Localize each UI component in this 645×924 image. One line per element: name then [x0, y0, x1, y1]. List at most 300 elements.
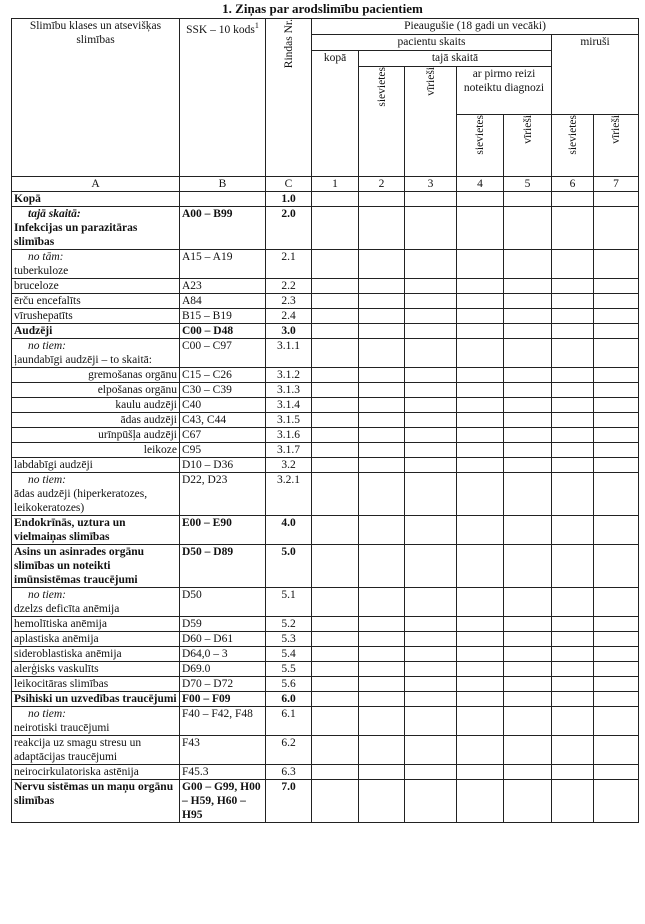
data-entry-cell[interactable] — [359, 413, 405, 428]
data-entry-cell[interactable] — [312, 545, 359, 588]
row-number-cell: 6.1 — [266, 707, 312, 736]
disease-name-cell — [12, 662, 180, 677]
data-entry-cell[interactable] — [552, 207, 594, 250]
data-entry-cell[interactable] — [552, 383, 594, 398]
data-entry-cell[interactable] — [594, 736, 639, 765]
data-entry-cell[interactable] — [405, 707, 457, 736]
data-entry-cell[interactable] — [359, 250, 405, 279]
data-entry-cell[interactable] — [457, 692, 504, 707]
row-number-cell: 7.0 — [266, 780, 312, 823]
data-entry-cell[interactable] — [594, 473, 639, 516]
table-row — [12, 736, 639, 765]
data-entry-cell[interactable] — [504, 339, 552, 368]
data-entry-cell[interactable] — [504, 765, 552, 780]
data-entry-cell[interactable] — [359, 647, 405, 662]
disease-name-cell — [12, 413, 180, 428]
data-entry-cell[interactable] — [359, 765, 405, 780]
column-letter: 2 — [359, 177, 405, 192]
data-entry-cell[interactable] — [457, 516, 504, 545]
disease-name-cell — [12, 707, 180, 736]
data-entry-cell[interactable] — [552, 398, 594, 413]
data-entry-cell[interactable] — [594, 443, 639, 458]
data-entry-cell[interactable] — [359, 662, 405, 677]
data-entry-cell[interactable] — [457, 413, 504, 428]
data-entry-cell[interactable] — [405, 428, 457, 443]
data-entry-cell[interactable] — [405, 588, 457, 617]
table-row — [12, 309, 639, 324]
data-entry-cell[interactable] — [359, 677, 405, 692]
data-entry-cell[interactable] — [312, 250, 359, 279]
disease-name: hemolītiska anēmija — [14, 618, 107, 630]
data-entry-cell[interactable] — [312, 692, 359, 707]
header-deceased: miruši — [552, 35, 639, 115]
data-entry-cell[interactable] — [504, 662, 552, 677]
data-entry-cell[interactable] — [312, 207, 359, 250]
data-entry-cell[interactable] — [504, 516, 552, 545]
data-entry-cell[interactable] — [457, 617, 504, 632]
data-entry-cell[interactable] — [552, 677, 594, 692]
data-entry-cell[interactable] — [552, 458, 594, 473]
data-entry-cell[interactable] — [359, 443, 405, 458]
data-entry-cell[interactable] — [552, 692, 594, 707]
data-entry-cell[interactable] — [359, 279, 405, 294]
row-number-cell: 3.1.3 — [266, 383, 312, 398]
data-entry-cell[interactable] — [457, 398, 504, 413]
data-entry-cell[interactable] — [312, 309, 359, 324]
icd-code-cell: C00 – C97 — [180, 339, 266, 368]
disease-name: ādas audzēji (hiperkeratozes, leikokeratozes) — [14, 488, 148, 514]
table-row — [12, 207, 639, 250]
data-entry-cell[interactable] — [312, 413, 359, 428]
data-entry-cell[interactable] — [457, 588, 504, 617]
data-entry-cell[interactable] — [359, 428, 405, 443]
data-entry-cell[interactable] — [312, 279, 359, 294]
data-entry-cell[interactable] — [405, 473, 457, 516]
table-row — [12, 250, 639, 279]
data-entry-cell[interactable] — [405, 192, 457, 207]
icd-code-cell: A84 — [180, 294, 266, 309]
data-entry-cell[interactable] — [312, 617, 359, 632]
data-entry-cell[interactable] — [405, 692, 457, 707]
disease-name: dzelzs deficīta anēmija — [14, 603, 120, 615]
data-entry-cell[interactable] — [552, 780, 594, 823]
data-entry-cell[interactable] — [312, 677, 359, 692]
data-entry-cell[interactable] — [359, 692, 405, 707]
icd-code-cell: G00 – G99, H00 – H59, H60 – H95 — [180, 780, 266, 823]
disease-name: reakcija uz smagu stresu un adaptācijas traucējumi — [14, 737, 142, 763]
header-deceased-men: vīrieši — [594, 115, 639, 177]
data-entry-cell[interactable] — [359, 207, 405, 250]
data-entry-cell[interactable] — [312, 192, 359, 207]
icd-code-cell: F43 — [180, 736, 266, 765]
data-entry-cell[interactable] — [552, 443, 594, 458]
data-entry-cell[interactable] — [552, 368, 594, 383]
data-entry-cell[interactable] — [405, 647, 457, 662]
data-entry-cell[interactable] — [457, 707, 504, 736]
data-entry-cell[interactable] — [405, 677, 457, 692]
data-entry-cell[interactable] — [457, 383, 504, 398]
data-entry-cell[interactable] — [405, 632, 457, 647]
data-entry-cell[interactable] — [359, 339, 405, 368]
data-entry-cell[interactable] — [504, 736, 552, 765]
data-entry-cell[interactable] — [457, 279, 504, 294]
data-entry-cell[interactable] — [312, 324, 359, 339]
data-entry-cell[interactable] — [457, 632, 504, 647]
data-entry-cell[interactable] — [405, 279, 457, 294]
row-number-cell: 3.1.5 — [266, 413, 312, 428]
column-letter: 4 — [457, 177, 504, 192]
data-entry-cell[interactable] — [594, 250, 639, 279]
disease-name-cell — [12, 677, 180, 692]
data-entry-cell[interactable] — [504, 383, 552, 398]
table-row — [12, 545, 639, 588]
data-entry-cell[interactable] — [405, 398, 457, 413]
icd-code-cell — [180, 192, 266, 207]
data-entry-cell[interactable] — [504, 588, 552, 617]
column-letter: 3 — [405, 177, 457, 192]
data-entry-cell[interactable] — [552, 192, 594, 207]
data-entry-cell[interactable] — [594, 192, 639, 207]
row-number-cell: 1.0 — [266, 192, 312, 207]
column-letter: 7 — [594, 177, 639, 192]
data-entry-cell[interactable] — [457, 545, 504, 588]
data-entry-cell[interactable] — [552, 413, 594, 428]
data-entry-cell[interactable] — [504, 458, 552, 473]
icd-code-cell: C43, C44 — [180, 413, 266, 428]
data-entry-cell[interactable] — [594, 324, 639, 339]
disease-name: aplastiska anēmija — [14, 633, 99, 645]
row-number-cell: 6.0 — [266, 692, 312, 707]
data-entry-cell[interactable] — [405, 736, 457, 765]
row-number-cell: 2.4 — [266, 309, 312, 324]
data-entry-cell[interactable] — [552, 279, 594, 294]
disease-name-cell — [12, 588, 180, 617]
table-row — [12, 383, 639, 398]
disease-name: gremošanas orgānu — [88, 369, 177, 381]
data-entry-cell[interactable] — [359, 780, 405, 823]
disease-name: bruceloze — [14, 280, 59, 292]
data-entry-cell[interactable] — [504, 692, 552, 707]
data-entry-cell[interactable] — [594, 632, 639, 647]
table-row — [12, 279, 639, 294]
data-entry-cell[interactable] — [405, 458, 457, 473]
data-entry-cell[interactable] — [457, 309, 504, 324]
data-entry-cell[interactable] — [504, 324, 552, 339]
disease-name-cell — [12, 516, 180, 545]
icd-code-cell: D50 – D89 — [180, 545, 266, 588]
data-entry-cell[interactable] — [594, 588, 639, 617]
row-number-cell: 2.2 — [266, 279, 312, 294]
data-entry-cell[interactable] — [552, 309, 594, 324]
data-entry-cell[interactable] — [504, 545, 552, 588]
column-letter: 6 — [552, 177, 594, 192]
data-entry-cell[interactable] — [552, 250, 594, 279]
disease-name: Kopā — [14, 193, 41, 205]
data-entry-cell[interactable] — [312, 428, 359, 443]
data-entry-cell[interactable] — [594, 383, 639, 398]
data-entry-cell[interactable] — [457, 294, 504, 309]
data-entry-cell[interactable] — [312, 647, 359, 662]
data-entry-cell[interactable] — [504, 250, 552, 279]
disease-name-cell — [12, 279, 180, 294]
header-first-time: ar pirmo reizi noteiktu diagnozi — [457, 67, 552, 115]
table-row — [12, 428, 639, 443]
icd-code-cell: D64,0 – 3 — [180, 647, 266, 662]
data-entry-cell[interactable] — [457, 339, 504, 368]
data-entry-cell[interactable] — [594, 692, 639, 707]
data-entry-cell[interactable] — [359, 516, 405, 545]
data-entry-cell[interactable] — [504, 617, 552, 632]
row-number-cell: 5.2 — [266, 617, 312, 632]
data-entry-cell[interactable] — [405, 780, 457, 823]
disease-name: Asins un asinrades orgānu slimības un noteikti imūnsistēmas traucējumi — [14, 546, 145, 586]
data-entry-cell[interactable] — [312, 736, 359, 765]
disease-name: kaulu audzēji — [115, 399, 177, 411]
subheading-label: no tiem: — [28, 589, 67, 601]
data-entry-cell[interactable] — [312, 398, 359, 413]
data-entry-cell[interactable] — [504, 632, 552, 647]
row-number-cell: 2.3 — [266, 294, 312, 309]
data-entry-cell[interactable] — [594, 707, 639, 736]
icd-code-cell: D59 — [180, 617, 266, 632]
disease-name: Audzēji — [14, 325, 53, 337]
disease-name-cell — [12, 736, 180, 765]
table-header — [12, 19, 639, 192]
data-entry-cell[interactable] — [359, 617, 405, 632]
table-row — [12, 192, 639, 207]
data-entry-cell[interactable] — [359, 383, 405, 398]
disease-name-cell — [12, 368, 180, 383]
icd-code-cell: A15 – A19 — [180, 250, 266, 279]
data-entry-cell[interactable] — [312, 632, 359, 647]
data-entry-cell[interactable] — [312, 383, 359, 398]
data-entry-cell[interactable] — [457, 677, 504, 692]
disease-name-cell — [12, 617, 180, 632]
data-entry-cell[interactable] — [504, 443, 552, 458]
table-row — [12, 398, 639, 413]
data-entry-cell[interactable] — [457, 662, 504, 677]
data-entry-cell[interactable] — [552, 324, 594, 339]
data-entry-cell[interactable] — [504, 677, 552, 692]
table-row — [12, 294, 639, 309]
data-entry-cell[interactable] — [359, 368, 405, 383]
data-entry-cell[interactable] — [359, 294, 405, 309]
data-entry-cell[interactable] — [457, 473, 504, 516]
data-entry-cell[interactable] — [457, 192, 504, 207]
data-entry-cell[interactable] — [359, 632, 405, 647]
data-entry-cell[interactable] — [405, 765, 457, 780]
data-entry-cell[interactable] — [594, 207, 639, 250]
header-of-which: tajā skaitā — [359, 51, 552, 67]
data-entry-cell[interactable] — [359, 707, 405, 736]
data-entry-cell[interactable] — [594, 413, 639, 428]
row-number-cell: 5.4 — [266, 647, 312, 662]
data-entry-cell[interactable] — [504, 413, 552, 428]
data-entry-cell[interactable] — [312, 339, 359, 368]
data-entry-cell[interactable] — [594, 780, 639, 823]
data-entry-cell[interactable] — [405, 309, 457, 324]
data-entry-cell[interactable] — [312, 707, 359, 736]
header-row-number: Rindas Nr. — [266, 19, 312, 177]
data-entry-cell[interactable] — [552, 632, 594, 647]
header-first-men: vīrieši — [504, 115, 552, 177]
data-entry-cell[interactable] — [457, 428, 504, 443]
data-entry-cell[interactable] — [552, 339, 594, 368]
data-entry-cell[interactable] — [594, 647, 639, 662]
disease-name: Endokrīnās, uztura un vielmaiņas slimības — [14, 517, 126, 543]
data-entry-cell[interactable] — [594, 765, 639, 780]
data-entry-cell[interactable] — [504, 368, 552, 383]
subheading-label: no tiem: — [28, 474, 67, 486]
data-entry-cell[interactable] — [504, 279, 552, 294]
data-entry-cell[interactable] — [312, 458, 359, 473]
data-entry-cell[interactable] — [594, 428, 639, 443]
data-entry-cell[interactable] — [504, 207, 552, 250]
data-entry-cell[interactable] — [552, 707, 594, 736]
data-entry-cell[interactable] — [312, 443, 359, 458]
data-entry-cell[interactable] — [594, 398, 639, 413]
data-entry-cell[interactable] — [504, 647, 552, 662]
data-entry-cell[interactable] — [594, 677, 639, 692]
data-entry-cell[interactable] — [359, 192, 405, 207]
data-entry-cell[interactable] — [312, 294, 359, 309]
data-entry-cell[interactable] — [594, 279, 639, 294]
data-entry-cell[interactable] — [359, 324, 405, 339]
data-entry-cell[interactable] — [457, 368, 504, 383]
disease-name-cell — [12, 692, 180, 707]
data-entry-cell[interactable] — [552, 647, 594, 662]
data-entry-cell[interactable] — [552, 294, 594, 309]
data-entry-cell[interactable] — [552, 765, 594, 780]
data-entry-cell[interactable] — [457, 736, 504, 765]
row-number-cell: 3.2 — [266, 458, 312, 473]
disease-name: neirotiski traucējumi — [14, 722, 110, 734]
data-entry-cell[interactable] — [457, 443, 504, 458]
data-entry-cell[interactable] — [405, 339, 457, 368]
data-entry-cell[interactable] — [405, 324, 457, 339]
row-number-cell: 3.1.6 — [266, 428, 312, 443]
data-entry-cell[interactable] — [457, 324, 504, 339]
data-entry-cell[interactable] — [457, 780, 504, 823]
column-letter: A — [12, 177, 180, 192]
data-entry-cell[interactable] — [312, 765, 359, 780]
data-entry-cell[interactable] — [405, 207, 457, 250]
data-entry-cell[interactable] — [504, 707, 552, 736]
data-entry-cell[interactable] — [457, 250, 504, 279]
table-row — [12, 780, 639, 823]
data-entry-cell[interactable] — [504, 473, 552, 516]
data-entry-cell[interactable] — [312, 780, 359, 823]
header-women: sievietes — [359, 67, 405, 177]
icd-code-cell: A23 — [180, 279, 266, 294]
data-entry-cell[interactable] — [359, 473, 405, 516]
data-entry-cell[interactable] — [504, 428, 552, 443]
disease-name-cell — [12, 780, 180, 823]
data-entry-cell[interactable] — [405, 368, 457, 383]
data-entry-cell[interactable] — [504, 398, 552, 413]
data-entry-cell[interactable] — [405, 294, 457, 309]
data-entry-cell[interactable] — [594, 458, 639, 473]
data-entry-cell[interactable] — [594, 516, 639, 545]
disease-name: Psihiski un uzvedības traucējumi — [14, 693, 177, 705]
icd-code-cell: D70 – D72 — [180, 677, 266, 692]
icd-code-cell: C40 — [180, 398, 266, 413]
data-entry-cell[interactable] — [594, 339, 639, 368]
icd-code-cell: D60 – D61 — [180, 632, 266, 647]
data-entry-cell[interactable] — [359, 398, 405, 413]
data-entry-cell[interactable] — [405, 662, 457, 677]
row-number-cell: 6.3 — [266, 765, 312, 780]
data-entry-cell[interactable] — [552, 428, 594, 443]
row-number-cell: 6.2 — [266, 736, 312, 765]
data-entry-cell[interactable] — [457, 765, 504, 780]
data-entry-cell[interactable] — [552, 545, 594, 588]
data-entry-cell[interactable] — [504, 294, 552, 309]
data-entry-cell[interactable] — [552, 617, 594, 632]
column-letter: 1 — [312, 177, 359, 192]
data-entry-cell[interactable] — [552, 588, 594, 617]
data-entry-cell[interactable] — [359, 309, 405, 324]
disease-name-cell — [12, 632, 180, 647]
data-entry-cell[interactable] — [594, 662, 639, 677]
data-entry-cell[interactable] — [504, 309, 552, 324]
data-entry-cell[interactable] — [552, 516, 594, 545]
data-entry-cell[interactable] — [359, 588, 405, 617]
data-entry-cell[interactable] — [405, 617, 457, 632]
disease-name: ērču encefalīts — [14, 295, 81, 307]
data-entry-cell[interactable] — [594, 368, 639, 383]
data-entry-cell[interactable] — [594, 309, 639, 324]
data-entry-cell[interactable] — [594, 617, 639, 632]
disease-name-cell — [12, 545, 180, 588]
disease-name-cell — [12, 250, 180, 279]
data-entry-cell[interactable] — [405, 383, 457, 398]
data-entry-cell[interactable] — [405, 516, 457, 545]
data-entry-cell[interactable] — [405, 545, 457, 588]
data-entry-cell[interactable] — [405, 443, 457, 458]
data-entry-cell[interactable] — [594, 545, 639, 588]
column-letters-row — [12, 177, 639, 192]
row-number-cell: 5.1 — [266, 588, 312, 617]
data-entry-cell[interactable] — [312, 368, 359, 383]
data-entry-cell[interactable] — [504, 192, 552, 207]
data-entry-cell[interactable] — [552, 736, 594, 765]
table-row — [12, 692, 639, 707]
row-number-cell: 5.5 — [266, 662, 312, 677]
data-entry-cell[interactable] — [359, 545, 405, 588]
data-entry-cell[interactable] — [457, 647, 504, 662]
data-entry-cell[interactable] — [405, 413, 457, 428]
data-entry-cell[interactable] — [504, 780, 552, 823]
data-entry-cell[interactable] — [405, 250, 457, 279]
data-entry-cell[interactable] — [552, 473, 594, 516]
icd-code-cell: B15 – B19 — [180, 309, 266, 324]
data-entry-cell[interactable] — [359, 736, 405, 765]
disease-name-cell — [12, 324, 180, 339]
data-entry-cell[interactable] — [312, 588, 359, 617]
data-entry-cell[interactable] — [312, 473, 359, 516]
data-entry-cell[interactable] — [457, 207, 504, 250]
data-entry-cell[interactable] — [312, 516, 359, 545]
disease-name-cell — [12, 339, 180, 368]
data-entry-cell[interactable] — [312, 662, 359, 677]
data-entry-cell[interactable] — [552, 662, 594, 677]
table-row — [12, 339, 639, 368]
data-entry-cell[interactable] — [359, 458, 405, 473]
data-entry-cell[interactable] — [594, 294, 639, 309]
subheading-label: no tiem: — [28, 708, 67, 720]
data-entry-cell[interactable] — [457, 458, 504, 473]
